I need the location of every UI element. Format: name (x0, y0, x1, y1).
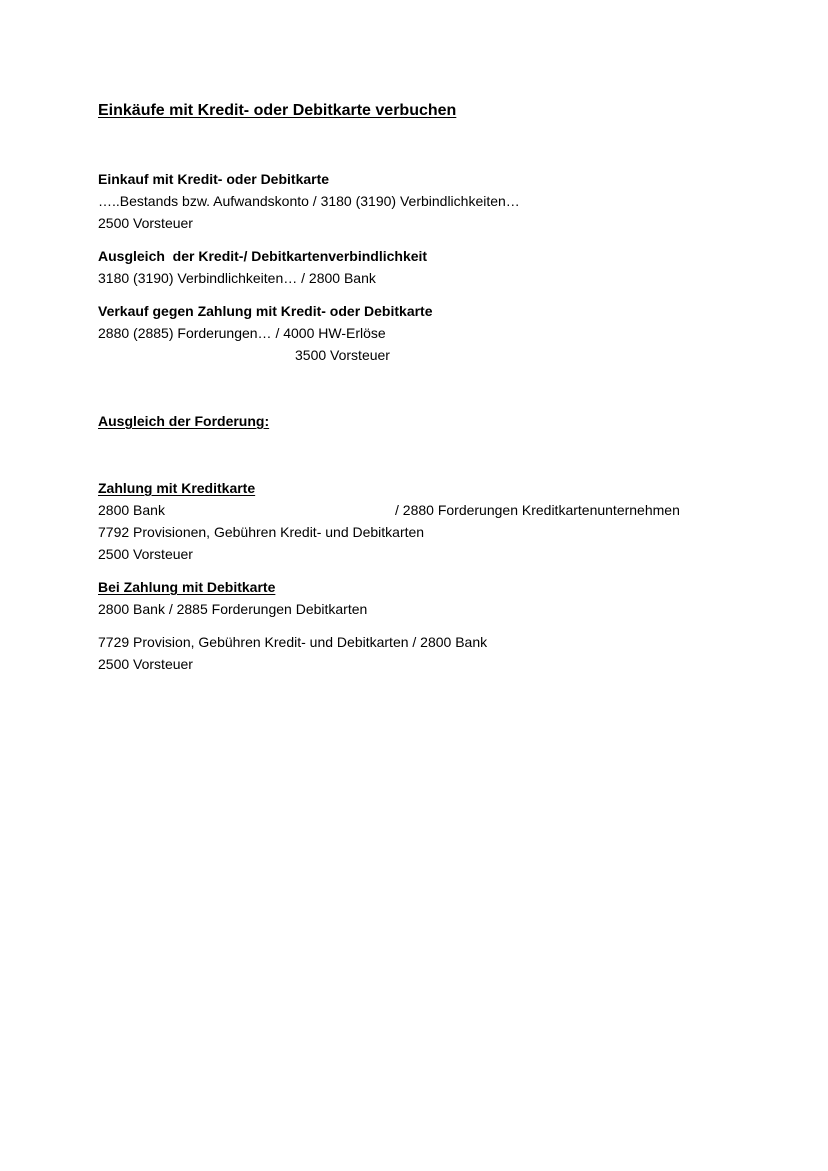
booking-line: 7792 Provisionen, Gebühren Kredit- und Debitkarten (98, 524, 425, 540)
document-title: Einkäufe mit Kredit- oder Debitkarte verbuchen (98, 102, 457, 119)
section-heading-ausgleich-forderung: Ausgleich der Forderung: (98, 413, 270, 429)
section-heading-debitkarte: Bei Zahlung mit Debitkarte (98, 579, 276, 595)
section-heading-ausgleich-verbindlichkeit: Ausgleich der Kredit-/ Debitkartenverbindlichkeit (98, 248, 428, 264)
booking-line: 2800 Bank / 2885 Forderungen Debitkarten (98, 601, 368, 617)
booking-line: 2500 Vorsteuer (98, 546, 193, 562)
section-heading-kreditkarte: Zahlung mit Kreditkarte (98, 480, 256, 496)
booking-line: 3500 Vorsteuer (295, 347, 390, 363)
booking-line: 3180 (3190) Verbindlichkeiten… / 2800 Bank (98, 270, 376, 286)
booking-line: 7729 Provision, Gebühren Kredit- und Debitkarten / 2800 Bank (98, 634, 488, 650)
section-heading-verkauf: Verkauf gegen Zahlung mit Kredit- oder Debitkarte (98, 303, 433, 319)
booking-line-debit-account: 2800 Bank (98, 502, 165, 518)
booking-line: 2500 Vorsteuer (98, 656, 193, 672)
booking-line: 2880 (2885) Forderungen… / 4000 HW-Erlöse (98, 325, 386, 341)
booking-line-credit-account: / 2880 Forderungen Kreditkartenunternehmen (395, 502, 680, 518)
booking-line: 2500 Vorsteuer (98, 215, 193, 231)
booking-line: …..Bestands bzw. Aufwandskonto / 3180 (3190) Verbindlichkeiten… (98, 193, 520, 209)
section-heading-einkauf: Einkauf mit Kredit- oder Debitkarte (98, 171, 330, 187)
